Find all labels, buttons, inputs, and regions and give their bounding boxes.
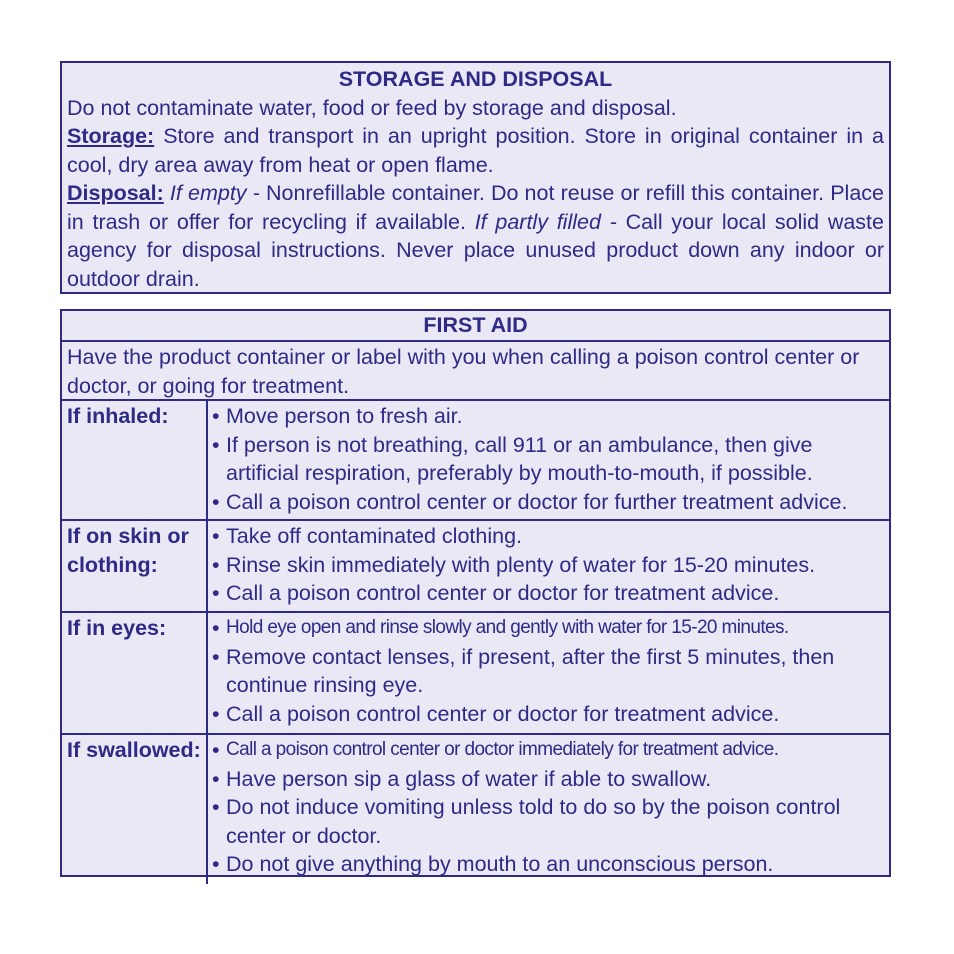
row-swallowed (62, 735, 889, 884)
list-item: • Hold eye open and rinse slowly and gently with water for 15-20 minutes. (212, 614, 885, 643)
bullet: • (212, 616, 220, 640)
disposal-label: Disposal: (67, 181, 164, 205)
first-aid-intro: Have the product container or label with you when calling a poison control center or doctor, or going for treatment. (62, 342, 889, 401)
disposal-paragraph (67, 179, 884, 293)
row-eyes (62, 613, 889, 735)
bullet: • (212, 701, 220, 726)
row-skin (62, 521, 889, 613)
list-item: • Have person sip a glass of water if able to swallow. (212, 765, 885, 794)
row-inhaled (62, 401, 889, 521)
bullet: • (212, 404, 220, 428)
list-item: • Call a poison control center or doctor for treatment advice. (212, 700, 885, 729)
storage-intro: Do not contaminate water, food or feed by storage and disposal. (67, 95, 677, 120)
storage-paragraph (67, 122, 884, 179)
storage-disposal-title: STORAGE AND DISPOSAL (338, 67, 613, 91)
bullet: • (212, 738, 220, 762)
row-label: If on skin or clothing: (62, 521, 208, 611)
bullet: • (212, 852, 220, 876)
bullet: • (212, 489, 220, 514)
bullet: • (212, 795, 220, 819)
row-label: If swallowed: (62, 735, 208, 884)
bullet: • (212, 432, 220, 457)
list-item: • Do not give anything by mouth to an unconscious person. (212, 850, 885, 879)
storage-label: Storage: (67, 124, 155, 148)
bullet: • (212, 552, 220, 577)
list-item: • Call a poison control center or doctor for further treatment advice. (212, 488, 885, 517)
bullet: • (212, 766, 220, 791)
row-label: If inhaled: (62, 401, 208, 519)
list-item: • Take off contaminated clothing. (212, 522, 885, 551)
if-empty-text: Nonrefillable container. Do not reuse or refill this container. Place in trash or offer for recycling if available. (67, 181, 884, 234)
bullet: • (212, 581, 220, 605)
list-item: • Call a poison control center or doctor immediately for treatment advice. (212, 736, 885, 765)
storage-text: Store and transport in an upright position. Store in original container in a cool, dry area away from heat or open flame. (67, 124, 884, 177)
list-item: • Do not induce vomiting unless told to do so by the poison control center or doctor. (212, 793, 885, 850)
bullet: • (212, 524, 220, 548)
if-empty-label: If empty - (169, 181, 260, 205)
row-label: If in eyes: (62, 613, 208, 733)
if-partly-text: Call your local solid waste agency for disposal instructions. Never place unused product down any indoor or outdoor drain. (67, 209, 884, 291)
storage-disposal-box (60, 61, 891, 294)
list-item: • If person is not breathing, call 911 or an ambulance, then give artificial respiration, preferably by mouth-to-mouth, if possible. (212, 431, 885, 488)
list-item: • Rinse skin immediately with plenty of water for 15-20 minutes. (212, 551, 885, 580)
list-item: • Call a poison control center or doctor for treatment advice. (212, 579, 885, 608)
first-aid-title: FIRST AID (62, 311, 889, 342)
if-partly-label: If partly filled - (474, 209, 617, 234)
list-item: • Move person to fresh air. (212, 402, 885, 431)
first-aid-box (60, 309, 891, 877)
list-item: • Remove contact lenses, if present, after the first 5 minutes, then continue rinsing eye. (212, 643, 885, 700)
bullet: • (212, 644, 220, 669)
